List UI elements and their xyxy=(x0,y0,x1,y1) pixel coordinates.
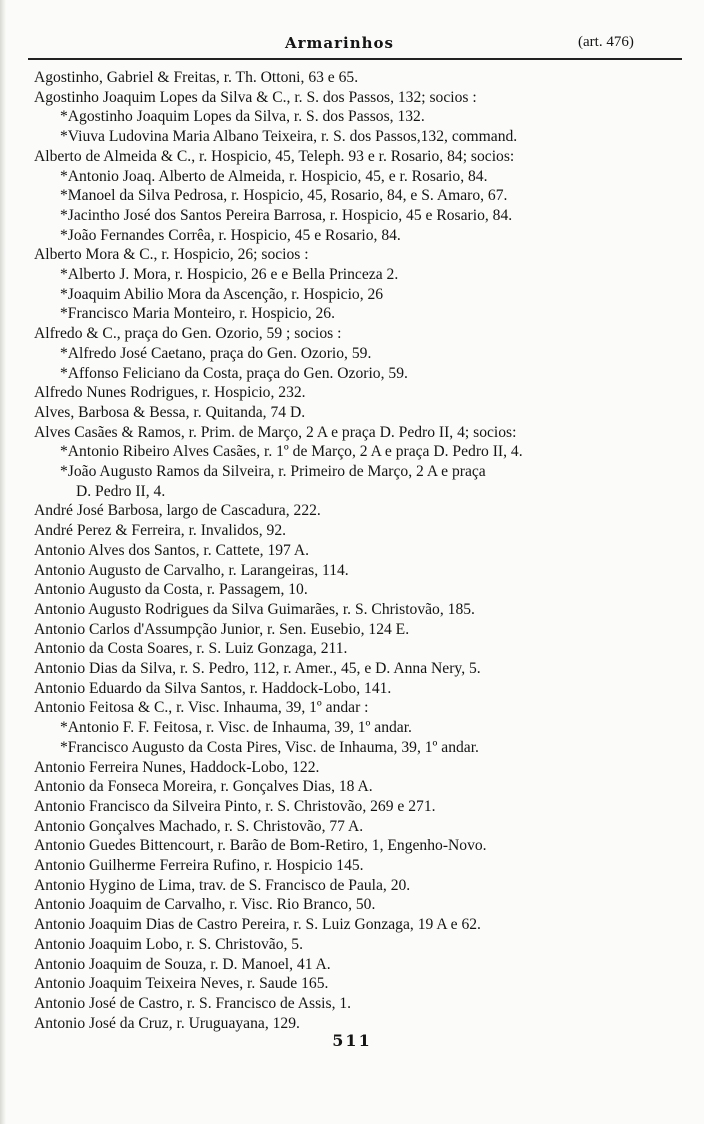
directory-entry: Antonio Guedes Bittencourt, r. Barão de Bom-Retiro, 1, Engenho-Novo. xyxy=(34,837,487,855)
partner-entry: *João Fernandes Corrêa, r. Hospicio, 45 e Rosario, 84. xyxy=(60,226,401,244)
directory-entry: Antonio Augusto da Costa, r. Passagem, 10. xyxy=(34,581,308,599)
partner-entry: *Antonio F. F. Feitosa, r. Visc. de Inhauma, 39, 1º andar. xyxy=(60,719,412,737)
directory-entry: Antonio Alves dos Santos, r. Cattete, 197 A. xyxy=(34,541,310,559)
directory-entry: Antonio José de Castro, r. S. Francisco de Assis, 1. xyxy=(34,994,352,1012)
directory-entry: Antonio Dias da Silva, r. S. Pedro, 112, r. Amer., 45, e D. Anna Nery, 5. xyxy=(34,660,481,677)
directory-entry: Antonio José da Cruz, r. Uruguayana, 129. xyxy=(34,1014,300,1032)
directory-entry: Alberto Mora & C., r. Hospicio, 26; socios : xyxy=(34,246,309,264)
directory-entry: Antonio Francisco da Silveira Pinto, r. S. Christovão, 269 e 271. xyxy=(34,797,436,815)
directory-entry: Alves Casães & Ramos, r. Prim. de Março, 2 A e praça D. Pedro II, 4; socios: xyxy=(34,423,517,441)
directory-entry: Antonio Joaquim Lobo, r. S. Christovão, 5. xyxy=(34,935,303,953)
header-rule xyxy=(28,58,682,60)
directory-entry: Antonio Augusto Rodrigues da Silva Guimarães, r. S. Christovão, 185. xyxy=(34,600,475,618)
partner-entry: *Manoel da Silva Pedrosa, r. Hospicio, 45, Rosario, 84, e S. Amaro, 67. xyxy=(60,187,508,205)
directory-entry: Antonio Joaquim de Carvalho, r. Visc. Rio Branco, 50. xyxy=(34,896,376,914)
partner-entry: *Antonio Ribeiro Alves Casães, r. 1º de Março, 2 A e praça D. Pedro II, 4. xyxy=(60,443,523,461)
directory-entry: Antonio da Fonseca Moreira, r. Gonçalves Dias, 18 A. xyxy=(34,778,373,796)
directory-entry: Antonio Joaquim Teixeira Neves, r. Saude 165. xyxy=(34,975,329,993)
directory-entry: Antonio Ferreira Nunes, Haddock-Lobo, 122. xyxy=(34,758,320,776)
directory-entry: Antonio Gonçalves Machado, r. S. Christovão, 77 A. xyxy=(34,817,364,835)
partner-entry: *Alberto J. Mora, r. Hospicio, 26 e e Bella Princeza 2. xyxy=(60,266,399,283)
directory-entry: Antonio da Costa Soares, r. S. Luiz Gonzaga, 211. xyxy=(34,640,348,658)
directory-entry: Antonio Hygino de Lima, trav. de S. Francisco de Paula, 20. xyxy=(34,876,411,894)
partner-entry: *João Augusto Ramos da Silveira, r. Primeiro de Março, 2 A e praça xyxy=(60,463,486,480)
partner-entry: *Agostinho Joaquim Lopes da Silva, r. S. dos Passos, 132. xyxy=(60,108,425,126)
partner-entry: *Affonso Feliciano da Costa, praça do Gen. Ozorio, 59. xyxy=(60,364,408,382)
partner-entry: *Viuva Ludovina Maria Albano Teixeira, r. S. dos Passos,132, command. xyxy=(60,128,518,146)
directory-entry: Antonio Joaquim de Souza, r. D. Manoel, 41 A. xyxy=(34,955,331,973)
page-number: 511 xyxy=(332,1031,372,1050)
directory-entry: Antonio Augusto de Carvalho, r. Larangeiras, 114. xyxy=(34,561,349,579)
partner-entry: *Joaquim Abilio Mora da Ascenção, r. Hospicio, 26 xyxy=(60,285,384,303)
directory-entry: Alves, Barbosa & Bessa, r. Quitanda, 74 D. xyxy=(34,403,306,421)
directory-entry: Antonio Guilherme Ferreira Rufino, r. Hospicio 145. xyxy=(34,857,364,874)
directory-entry: André José Barbosa, largo de Cascadura, 222. xyxy=(34,502,321,520)
article-reference: (art. 476) xyxy=(578,34,634,50)
directory-entry: Alfredo & C., praça do Gen. Ozorio, 59 ; socios : xyxy=(34,325,342,343)
page-edge-shadow xyxy=(0,0,6,1124)
directory-entry: Alfredo Nunes Rodrigues, r. Hospicio, 232. xyxy=(34,384,306,402)
partner-entry: *Jacintho José dos Santos Pereira Barrosa, r. Hospicio, 45 e Rosario, 84. xyxy=(60,206,513,224)
partner-entry: *Francisco Augusto da Costa Pires, Visc. de Inhauma, 39, 1º andar. xyxy=(60,738,479,756)
entry-continuation: D. Pedro II, 4. xyxy=(76,482,166,500)
partner-entry: *Antonio Joaq. Alberto de Almeida, r. Hospicio, 45, e r. Rosario, 84. xyxy=(60,167,488,185)
section-title: Armarinhos xyxy=(285,34,394,52)
partner-entry: *Francisco Maria Monteiro, r. Hospicio, 26. xyxy=(60,305,336,323)
directory-entry: Antonio Feitosa & C., r. Visc. Inhauma, 39, 1º andar : xyxy=(34,699,369,717)
running-header xyxy=(0,34,704,54)
directory-entry: Agostinho Joaquim Lopes da Silva & C., r. S. dos Passos, 132; socios : xyxy=(34,88,477,106)
partner-entry: *Alfredo José Caetano, praça do Gen. Ozorio, 59. xyxy=(60,344,372,362)
directory-entry: Antonio Joaquim Dias de Castro Pereira, r. S. Luiz Gonzaga, 19 A e 62. xyxy=(34,916,481,934)
directory-entry: Antonio Carlos d'Assumpção Junior, r. Sen. Eusebio, 124 E. xyxy=(34,620,410,638)
directory-entry: Agostinho, Gabriel & Freitas, r. Th. Ottoni, 63 e 65. xyxy=(34,69,359,86)
directory-entry: Antonio Eduardo da Silva Santos, r. Haddock-Lobo, 141. xyxy=(34,679,392,697)
directory-entry: Alberto de Almeida & C., r. Hospicio, 45, Teleph. 93 e r. Rosario, 84; socios: xyxy=(34,147,515,165)
directory-entry: André Perez & Ferreira, r. Invalidos, 92. xyxy=(34,522,287,540)
